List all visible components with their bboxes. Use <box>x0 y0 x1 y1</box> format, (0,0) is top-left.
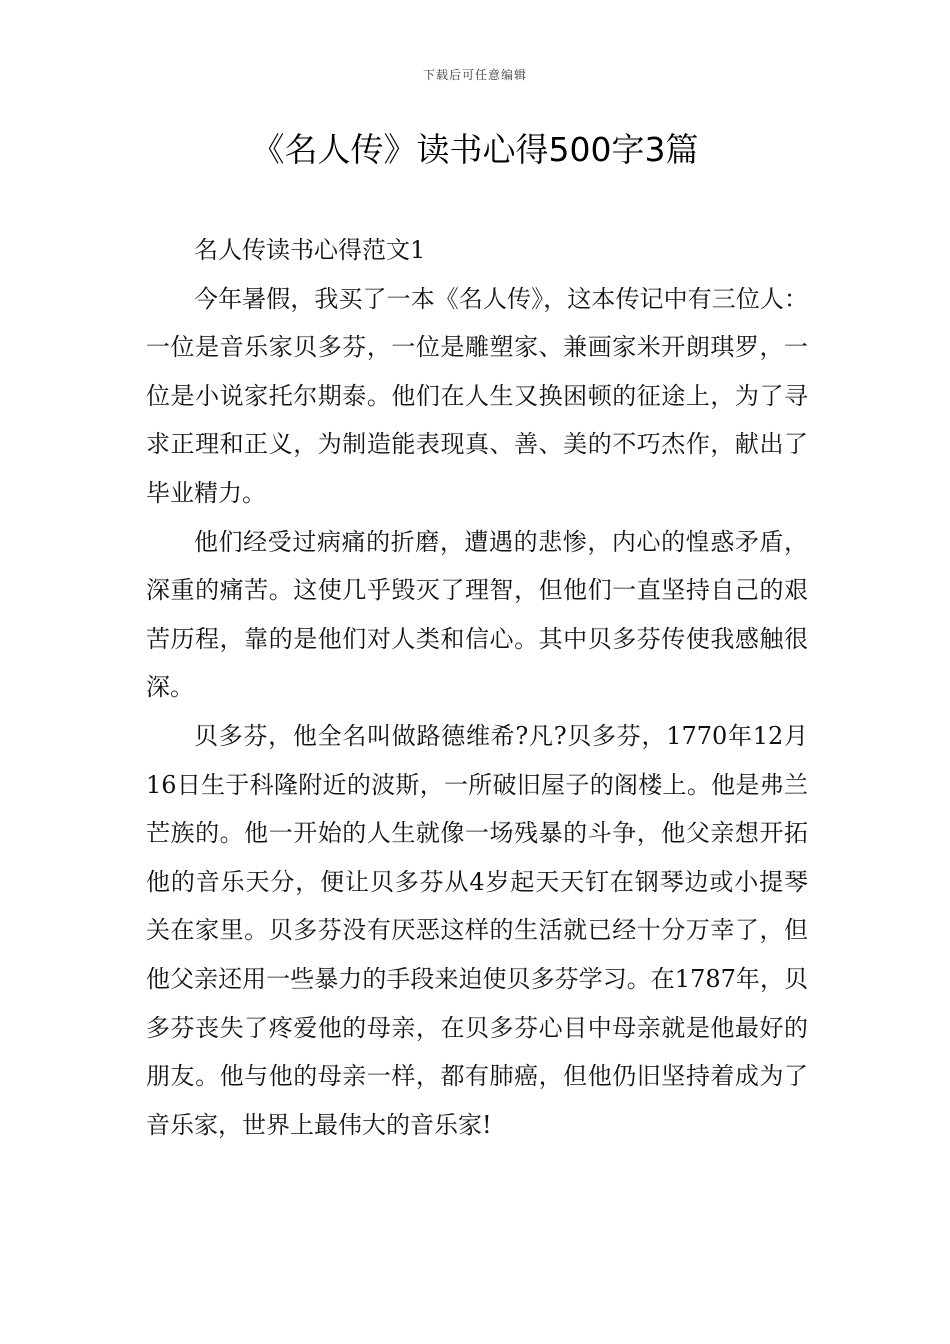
paragraph: 今年暑假，我买了一本《名人传》，这本传记中有三位人：一位是音乐家贝多芬，一位是雕塑家、兼画家米开朗琪罗，一位是小说家托尔期泰。他们在人生又换困顿的征途上，为了寻求正理和正义，为制造能表现真、善、美的不巧杰作，献出了毕业精力。 <box>146 284 808 507</box>
document-body <box>146 226 808 1149</box>
section-heading: 名人传读书心得范文1 <box>194 236 426 264</box>
paragraph: 他们经受过病痛的折磨，遭遇的悲惨，内心的惶惑矛盾，深重的痛苦。这使几乎毁灭了理智，但他们一直坚持自己的艰苦历程，靠的是他们对人类和信心。其中贝多芬传使我感触很深。 <box>146 527 808 702</box>
document-title: 《名人传》读书心得500字3篇 <box>251 130 699 169</box>
page-header-note: 下载后可任意编辑 <box>422 68 527 82</box>
paragraph: 贝多芬，他全名叫做路德维希?凡?贝多芬，1770年12月16日生于科隆附近的波斯，一所破旧屋子的阁楼上。他是弗兰芒族的。他一开始的人生就像一场残暴的斗争，他父亲想开拓他的音乐天分，便让贝多芬从4岁起天天钉在钢琴边或小提琴关在家里。贝多芬没有厌恶这样的生活就已经十分万幸了，但他父亲还用一些暴力的手段来迫使贝多芬学习。在1787年，贝多芬丧失了疼爱他的母亲，在贝多芬心目中母亲就是他最好的朋友。他与他的母亲一样，都有肺癌，但他仍旧坚持着成为了音乐家，世界上最伟大的音乐家! <box>146 721 808 1139</box>
